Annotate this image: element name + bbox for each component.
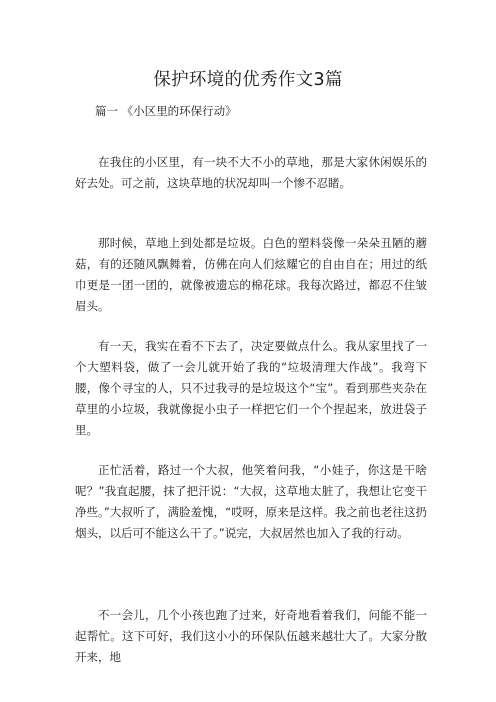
paragraph: 那时候，草地上到处都是垃圾。白色的塑料袋像一朵朵丑陋的蘑菇，有的还随风飘舞着，仿佛在向人们炫耀它的自由自在；用过的纸巾更是一团一团的，就像被遗忘的棉花球。我每次路过，都忍不住皱眉头。 (75, 236, 427, 313)
paragraph: 在我住的小区里，有一块不大不小的草地，那是大家休闲娱乐的好去处。可之前，这块草地的状况却叫一个惨不忍睹。 (75, 155, 427, 190)
document-title: 保护环境的优秀作文3篇 (153, 70, 343, 90)
paragraph: 正忙活着，路过一个大叔，他笑着问我，“小娃子，你这是干啥呢？”我直起腰，抹了把汗说：“大叔，这草地太脏了，我想让它变干净些。”大叔听了，满脸羞愧，“哎呀，原来是这样。我之前也老往这扔烟头，以后可不能这么干了。”说完，大叔居然也加入了我的行动。 (75, 463, 427, 540)
paragraph: 不一会儿，几个小孩也跑了过来，好奇地看着我们，问能不能一起帮忙。这下可好，我们这小小的环保队伍越来越壮大了。大家分散开来，地 (75, 608, 427, 664)
essay-subtitle: 篇一 《小区里的环保行动》 (95, 104, 237, 118)
paragraph: 有一天，我实在看不下去了，决定要做点什么。我从家里找了一个大塑料袋，做了一会儿就开始了我的“垃圾清理大作战”。我弯下腰，像个寻宝的人，只不过我寻的是垃圾这个“宝”。看到那些夹杂在草里的小垃圾，我就像捉小虫子一样把它们一个个捏起来，放进袋子里。 (75, 339, 427, 437)
